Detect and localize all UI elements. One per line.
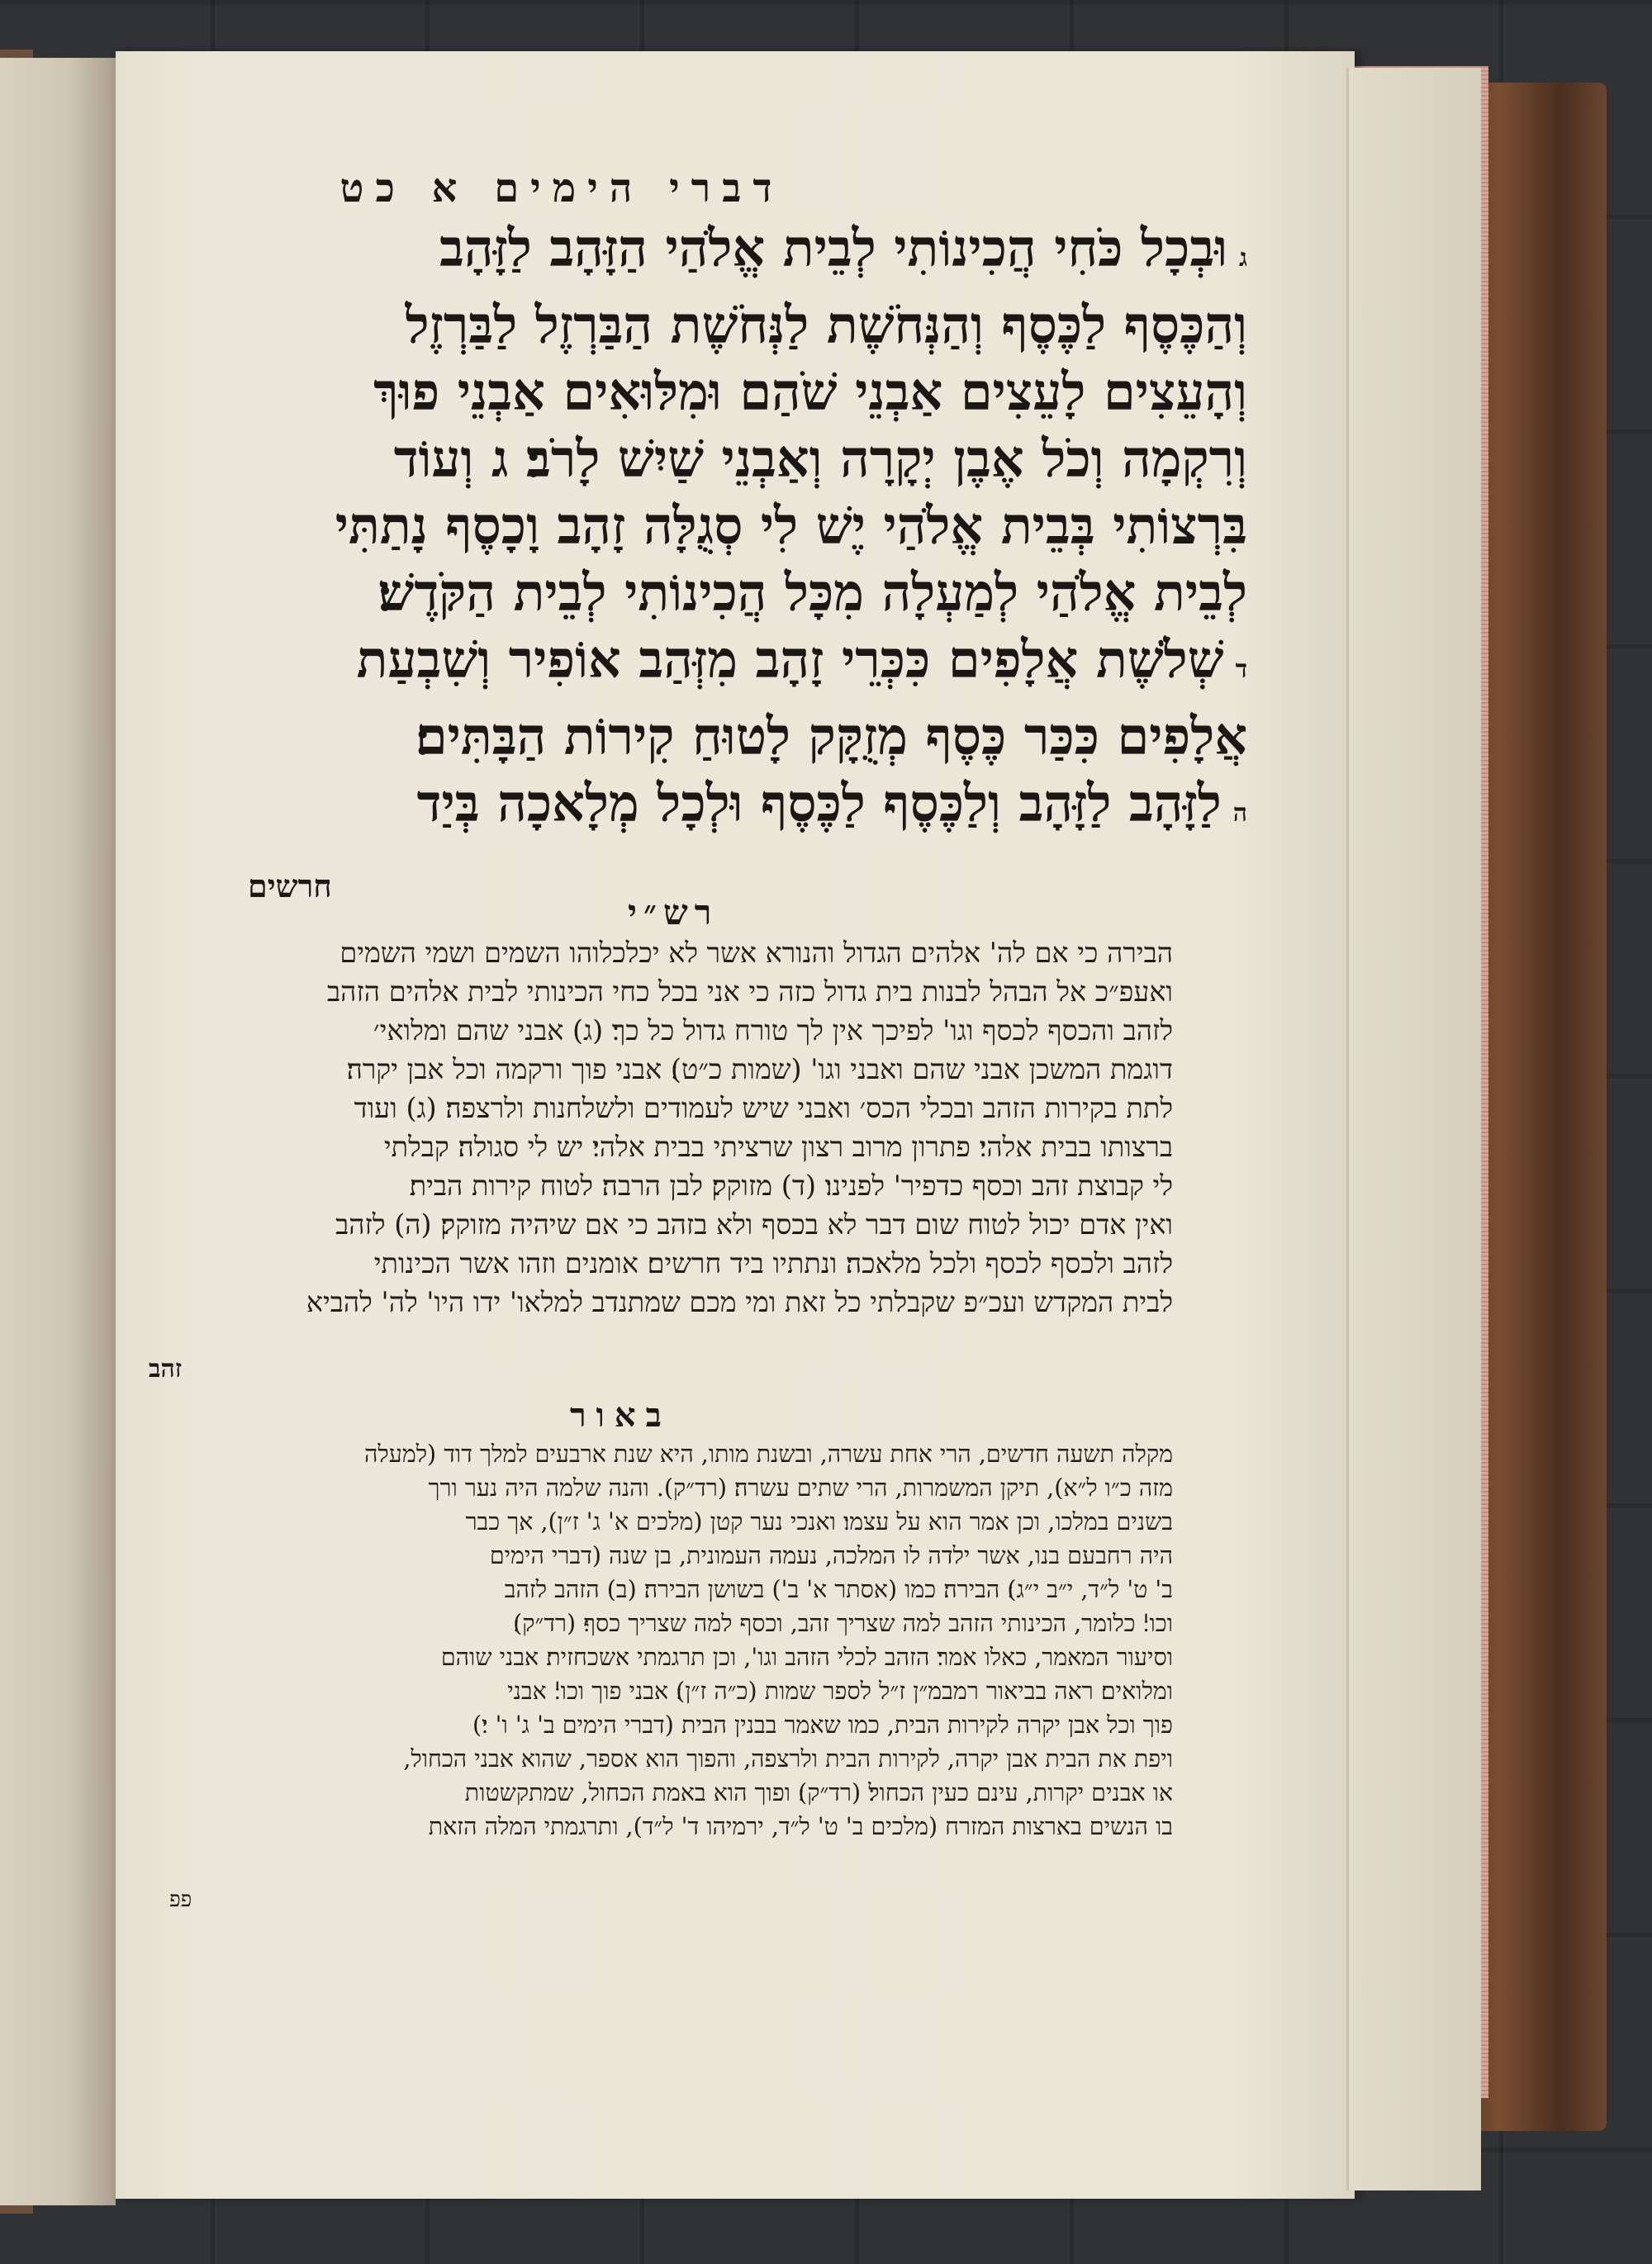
biblical-text	[132, 215, 1247, 847]
page-gutter	[1346, 68, 1481, 2190]
verse-text: לַזָּהָב לַזָּהָב וְלַכֶּסֶף לַכֶּסֶף וּלְכָל מְלָאכָה בְּיַד	[416, 773, 1222, 833]
beur-line: פוך וכל אבן יקרה לקירות הבית, כמו שאמר בבנין הבית (דברי הימים ב' ג' ו' י׃)	[472, 1711, 1173, 1739]
verse-text: וּבְכָל כֹּחִי הֲכִינוֹתִי לְבֵית אֱלֹהַי הַזָּהָב לַזָּהָב	[439, 218, 1228, 278]
verse-line	[132, 358, 1247, 425]
beur-line: או אבנים יקרות, עינם כעין הכחול׃ (רד״ק)׃ ופוך הוא באמת הכחול, שמתקשטות	[464, 1779, 1173, 1806]
verse-line	[132, 215, 1247, 292]
beur-commentary	[128, 1437, 1173, 1844]
verse-line	[132, 292, 1247, 358]
verse-line	[132, 770, 1247, 847]
beur-line: בו הנשים בארצות המזרח (מלכים ב' ט' ל״ד, ירמיהו ד' ל״ד), ותרגמתי המלה הזאת	[428, 1813, 1173, 1840]
verse-line	[132, 559, 1247, 626]
rashi-line: דוגמת המשכן אבני שהם ואבני וגו' (שמות כ״ט)׃ אבני פוך ורקמה וכל אבן יקרה׃	[346, 1053, 1173, 1085]
verse-number: ג	[1239, 244, 1247, 273]
beur-line: מזה כ״ו ל״א), תיקן המשמרות, הרי שתים עשרה׃ (רד״ק). והנה שלמה היה נער ורך	[428, 1474, 1173, 1502]
verse-text: שְׁלֹשֶׁת אֲלָפִים כִּכְּרֵי זָהָב מִזְּהַב אוֹפִיר וְשִׁבְעַת	[356, 629, 1224, 690]
beur-line: וסיעור המאמר, כאלו אמר׃ הזהב לכלי הזהב וגו', וכן תרגמתי אשכחזית׃ אבני שוהם	[440, 1644, 1173, 1671]
verse-line	[132, 703, 1247, 770]
verse-number: ד	[1235, 655, 1247, 684]
rashi-line: ואין אדם יכול לטוח שום דבר לא בכסף ולא בזהב כי אם שיהיה מזוקק׃ (ה) לזהב	[335, 1208, 1173, 1241]
rashi-line: לי קבוצת זהב וכסף כדפיר' לפנינו׃ (ד) מזוקק׃ לבן הרבה׃ לטוח קירות הבית׃	[409, 1170, 1173, 1202]
rashi-line: ואעפ״כ אל הבהל לבנות בית גדול כזה כי אני בכל כחי הכינותי לבית אלהים הזהב	[327, 975, 1173, 1008]
verse-text: לְבֵית אֱלֹהַי לְמַעְלָה מִכָּל הֲכִינוֹתִי לְבֵית הַקֹּדֶשׁ׃	[377, 562, 1247, 623]
beur-line: בשנים במלכו, וכן אמר הוא על עצמו׃ ואנכי נער קטן (מלכים א' ג' ז״ן), אך כבר	[465, 1508, 1173, 1535]
rashi-catchword: זהב	[149, 1355, 183, 1384]
rashi-commentary	[128, 933, 1173, 1322]
verse-text: וְרִקְמָה וְכֹל אֶבֶן יְקָרָה וְאַבְנֵי שַׁיִשׁ לָרֹב׃ ג וְעוֹד	[393, 429, 1247, 489]
verse-text: וְהַכֶּסֶף לַכֶּסֶף וְהַנְּחֹשֶׁת לַנְּחֹשֶׁת הַבַּרְזֶל לַבַּרְזֶל	[405, 295, 1247, 355]
rashi-line: לבית המקדש ועכ״פ שקבלתי כל זאת ומי מכם שמתנדב למלאו' ידו היו' לה' להביא	[306, 1286, 1173, 1318]
facing-page-edge	[0, 58, 116, 2205]
rashi-line: הבירה כי אם לה' אלהים הגדול והנורא אשר לא יכלכלוהו השמים ושמי השמים	[339, 937, 1173, 969]
beur-heading: באור	[570, 1396, 672, 1435]
rashi-heading: רש״י	[628, 892, 719, 933]
rashi-line: לזהב והכסף לכסף וגו' לפיכך אין לך טורח גדול כל כך׃ (ג) אבני שהם ומלואי׳	[373, 1014, 1173, 1047]
rashi-line: ברצותו בבית אלהי׃ פתרון מרוב רצון שרציתי בבית אלהי׃ יש לי סגולה׃ קבלתי	[383, 1131, 1173, 1163]
rashi-line: לתת בקירות הזהב ובכלי הכס׳ ואבני שיש לעמודים ולשלחנות ולרצפה׃ (ג) ועוד	[354, 1092, 1173, 1124]
beur-line: היה רחבעם בנו, אשר ילדה לו המלכה, נעמה העמונית, בן שנה (דברי הימים	[489, 1542, 1173, 1569]
beur-line: ומלואים׃ ראה בביאור רמבמ״ן ז״ל לספר שמות (כ״ה ז״ן)׃ אבני פוך וכו'׃ אבני	[507, 1678, 1173, 1705]
rashi-line: לזהב ולכסף לכסף ולכל מלאכה׃ ונתתיו ביד חרשים׃ אומנים וזהו אשר הכינותי	[373, 1247, 1173, 1279]
beur-line: ויפת את הבית אבן יקרה, לקירות הבית ולרצפה, והפוך הוא אספר, שהוא אבני הכחול,	[403, 1745, 1173, 1773]
beur-line: מקלה תשעה חדשים, הרי אחת עשרה, ובשנת מותו, היא שנת ארבעים למלך דוד (למעלה	[363, 1441, 1173, 1468]
beur-line: וכו'׃ כלומר, הכינותי הזהב למה שצריך זהב, וכסף למה שצריך כסף׃ (רד״ק)׃	[513, 1610, 1173, 1637]
verse-text: וְהָעֵצִים לָעֵצִים אַבְנֵי שֹׁהַם וּמִלּוּאִים אַבְנֵי פוּךְ	[373, 362, 1247, 422]
beur-line: ב' ט' ל״ד, י״ב י״ג)׃ הבירה׃ כמו (אסתר א' ב') בשושן הבירה׃ (ב) הזהב לזהב	[504, 1576, 1173, 1603]
verse-line	[132, 425, 1247, 492]
running-header: דברי הימים א כט	[339, 165, 784, 211]
verse-line	[132, 626, 1247, 703]
verse-catchword: חרשים	[248, 867, 332, 904]
verse-text: בִּרְצוֹתִי בְּבֵית אֱלֹהַי יֶשׁ לִי סְגֻלָּה זָהָב וָכָסֶף נָתַתִּי	[335, 496, 1247, 556]
signature-mark: פפ	[169, 1887, 192, 1912]
verse-text: אֲלָפִים כִּכַּר כֶּסֶף מְזֻקָּק לָטוּחַ קִירוֹת הַבָּתִּים׃	[415, 706, 1247, 767]
verse-number: ה	[1232, 799, 1247, 828]
verse-line	[132, 492, 1247, 559]
